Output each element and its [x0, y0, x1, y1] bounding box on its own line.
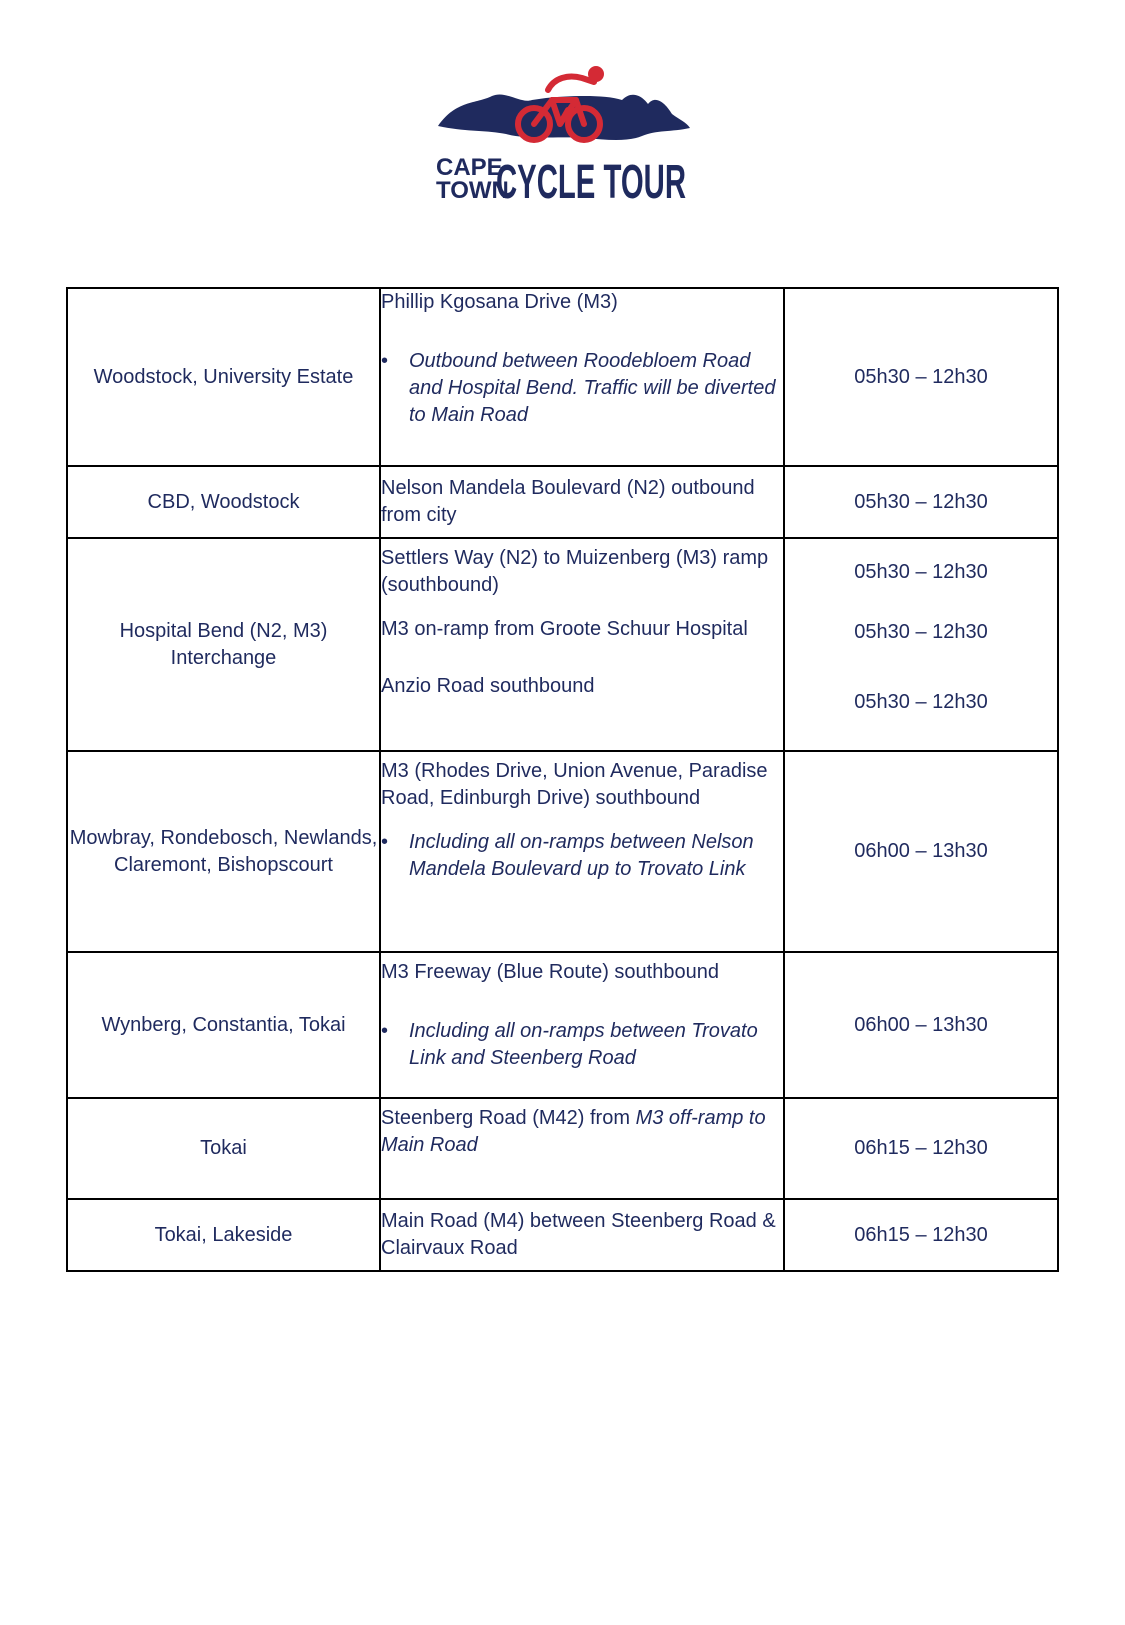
- road-bullet-text: Including all on-ramps between Nelson Mandela Boulevard up to Trovato Link: [409, 831, 754, 880]
- road-title: Main Road (M4) between Steenberg Road & Clairvaux Road: [381, 1210, 776, 1259]
- road-title-italic: M3 off-ramp to Main Road: [381, 1107, 766, 1156]
- road-cell: [380, 466, 784, 538]
- road-title-plain: Steenberg Road (M42) from: [381, 1107, 636, 1129]
- time-cell: [784, 538, 1058, 751]
- logo-cape: CAPE: [436, 154, 503, 181]
- road-bullet: [381, 1018, 783, 1072]
- road-cell: [380, 288, 784, 466]
- table-row: [67, 1098, 1058, 1199]
- road-bullet: [381, 348, 783, 429]
- road-title: M3 (Rhodes Drive, Union Avenue, Paradise Road, Edinburgh Drive) southbound: [381, 760, 768, 809]
- area-cell: CBD, Woodstock: [67, 466, 380, 538]
- road-title: [381, 1105, 783, 1159]
- logo-town: TOWN: [436, 177, 509, 204]
- time-cell: 06h15 – 12h30: [784, 1199, 1058, 1271]
- road-line: Settlers Way (N2) to Muizenberg (M3) ramp (southbound): [381, 547, 769, 596]
- road-line: M3 on-ramp from Groote Schuur Hospital: [381, 618, 748, 640]
- area-cell: Hospital Bend (N2, M3) Interchange: [67, 538, 380, 751]
- road-title: M3 Freeway (Blue Route) southbound: [381, 961, 719, 983]
- road-line: Anzio Road southbound: [381, 675, 595, 697]
- bullet-icon: •: [381, 1020, 389, 1042]
- time-cell: 05h30 – 12h30: [784, 288, 1058, 466]
- time-line: 05h30 – 12h30: [854, 561, 988, 583]
- road-cell: [380, 751, 784, 952]
- logo-cycle-tour: CYCLE TOUR: [496, 156, 686, 209]
- road-cell: [380, 1098, 784, 1199]
- road-cell: [380, 1199, 784, 1271]
- area-cell: Woodstock, University Estate: [67, 288, 380, 466]
- road-bullet: [381, 829, 783, 883]
- road-title: Phillip Kgosana Drive (M3): [381, 291, 618, 313]
- time-line: 05h30 – 12h30: [854, 621, 988, 643]
- table-row: [67, 466, 1058, 538]
- table-row: [67, 1199, 1058, 1271]
- bullet-icon: •: [381, 831, 389, 853]
- table-row: [67, 952, 1058, 1098]
- road-cell: [380, 952, 784, 1098]
- time-cell: 06h15 – 12h30: [784, 1098, 1058, 1199]
- bullet-icon: •: [381, 350, 389, 372]
- road-cell: [380, 538, 784, 751]
- road-bullet-text: Including all on-ramps between Trovato Link and Steenberg Road: [409, 1020, 758, 1069]
- table-row: [67, 751, 1058, 952]
- area-cell: Mowbray, Rondebosch, Newlands, Claremont, Bishopscourt: [67, 751, 380, 952]
- road-title: Nelson Mandela Boulevard (N2) outbound from city: [381, 477, 755, 526]
- area-cell: Tokai, Lakeside: [67, 1199, 380, 1271]
- area-cell: Tokai: [67, 1098, 380, 1199]
- area-cell: Wynberg, Constantia, Tokai: [67, 952, 380, 1098]
- time-cell: 05h30 – 12h30: [784, 466, 1058, 538]
- cape-town-cycle-tour-logo: [436, 60, 692, 210]
- road-bullet-text: Outbound between Roodebloem Road and Hospital Bend. Traffic will be diverted to Main Road: [409, 350, 776, 426]
- time-line: 05h30 – 12h30: [854, 691, 988, 713]
- time-cell: 06h00 – 13h30: [784, 952, 1058, 1098]
- time-cell: 06h00 – 13h30: [784, 751, 1058, 952]
- table-row: [67, 538, 1058, 751]
- road-closures-table: [66, 287, 1059, 1272]
- table-row: [67, 288, 1058, 466]
